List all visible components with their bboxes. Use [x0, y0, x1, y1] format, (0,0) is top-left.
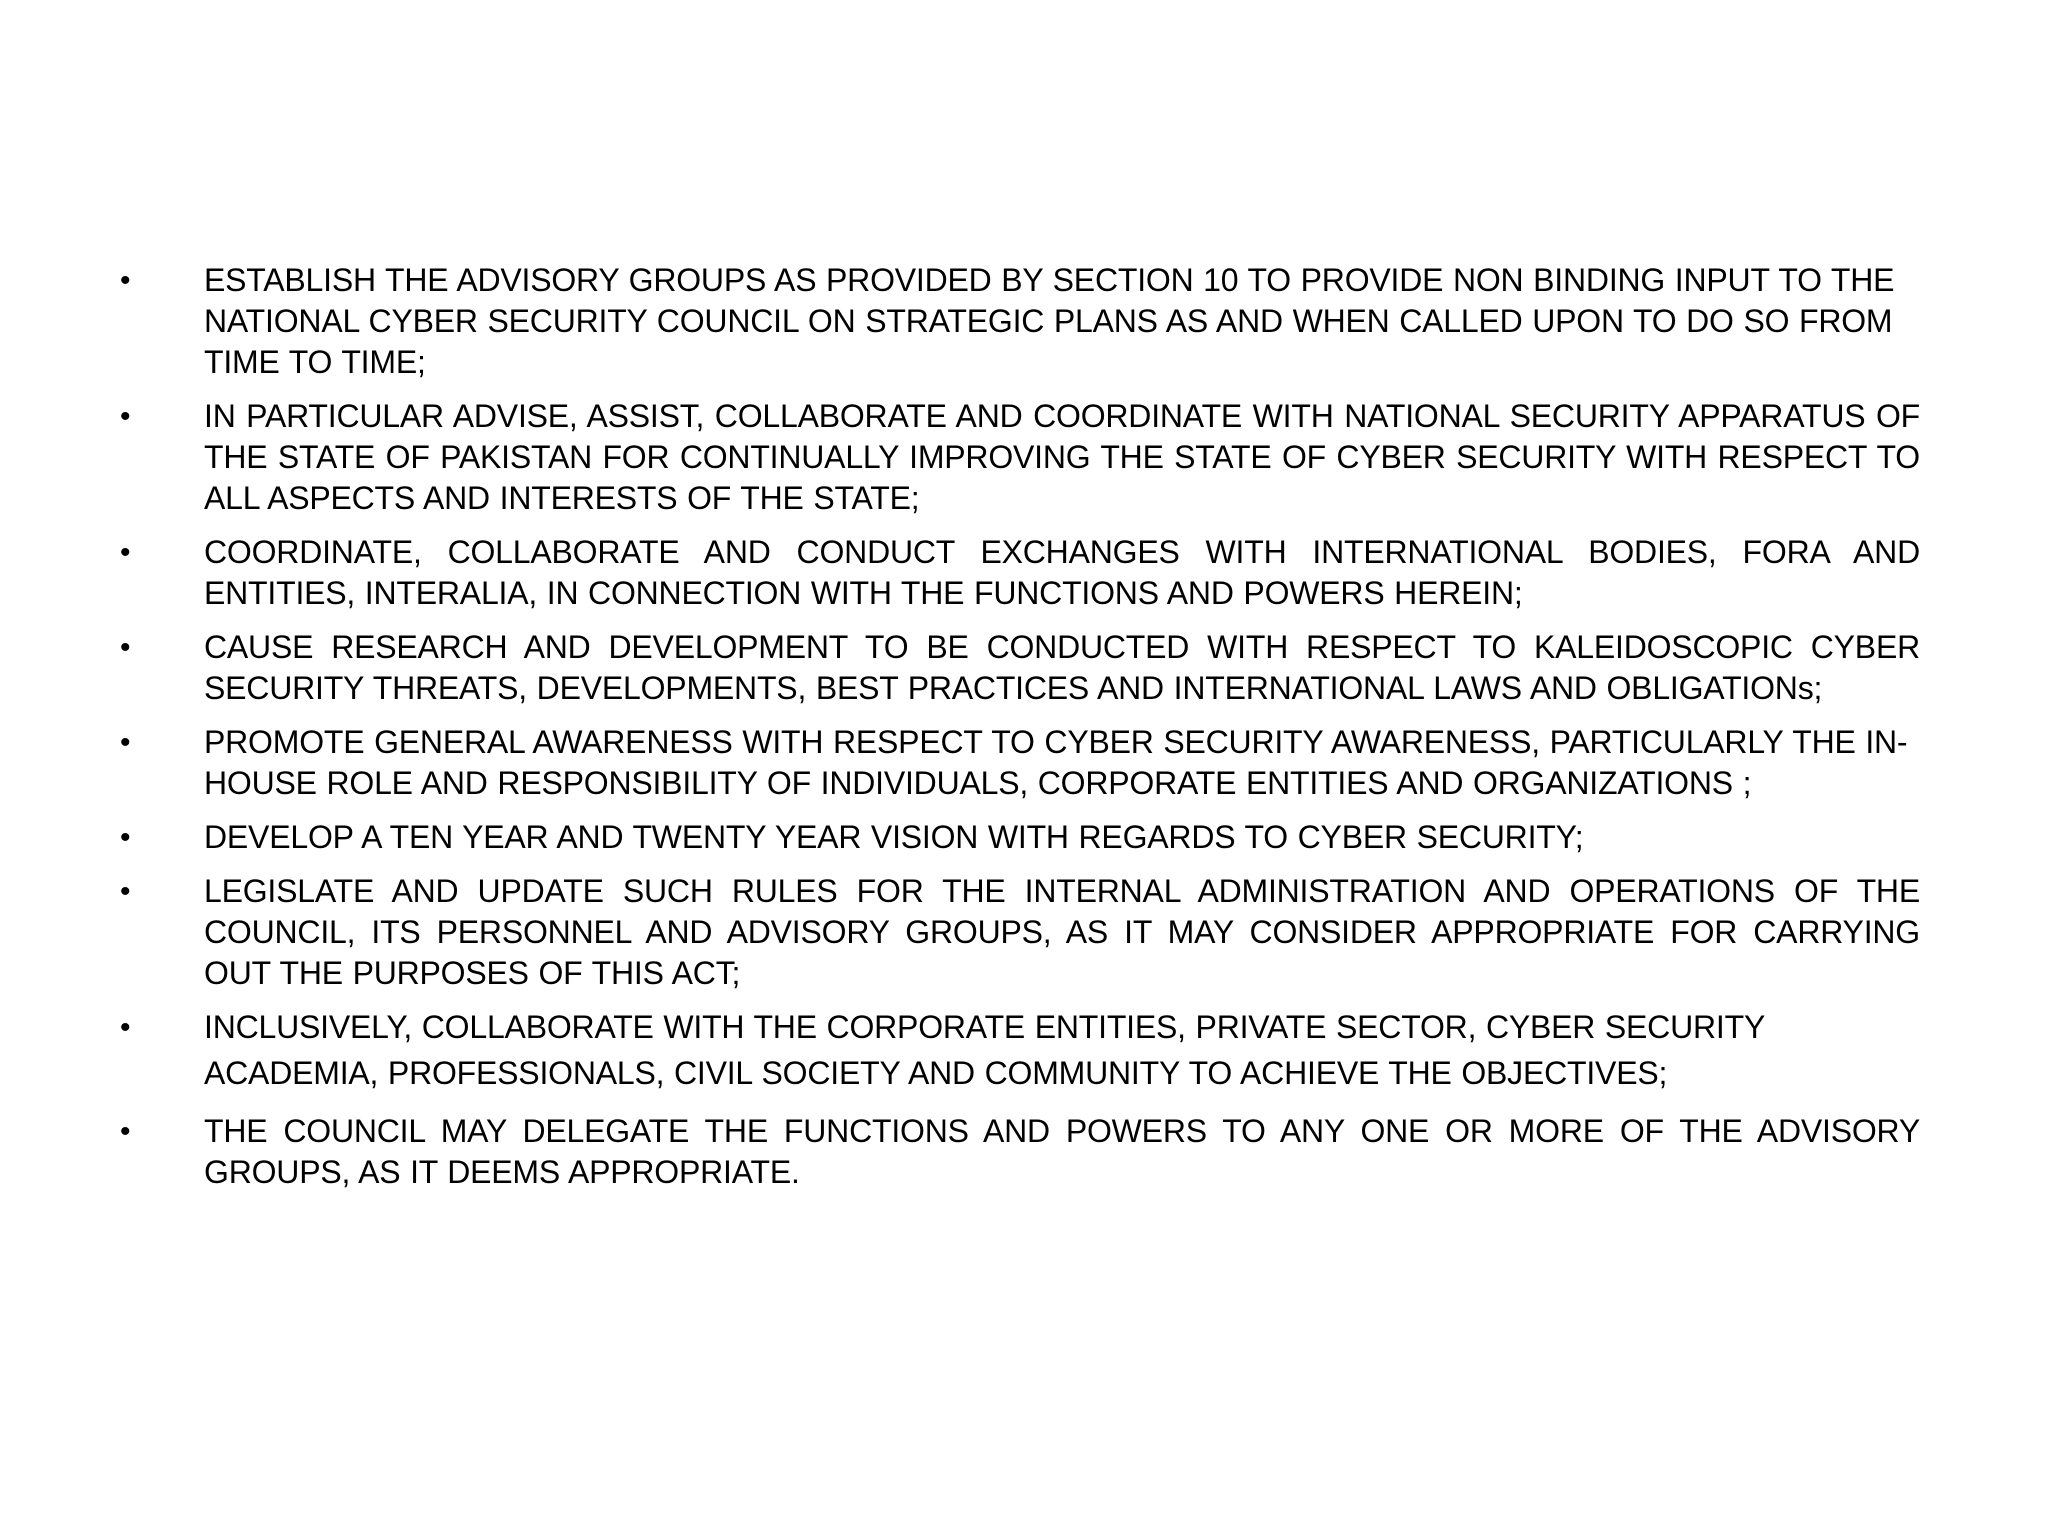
bullet-icon: • — [120, 264, 131, 297]
list-item — [120, 817, 1920, 858]
bullet-icon: • — [120, 821, 131, 854]
list-item-text: IN PARTICULAR ADVISE, ASSIST, COLLABORATE AND COORDINATE WITH NATIONAL SECURITY APPARATUS OF THE STATE OF PAKISTAN FOR CONTINUALLY IMPROVING THE STATE OF CYBER SECURITY WITH RESPECT TO ALL ASPECTS AND INTERESTS OF THE STATE; — [204, 398, 1920, 516]
bullet-icon: • — [120, 400, 131, 433]
bullet-icon: • — [120, 1115, 131, 1148]
list-item — [120, 627, 1920, 709]
list-item — [120, 532, 1920, 614]
list-item-text: COORDINATE, COLLABORATE AND CONDUCT EXCHANGES WITH INTERNATIONAL BODIES, FORA AND ENTITIES, INTERALIA, IN CONNECTION WITH THE FUNCTIONS AND POWERS HEREIN; — [204, 534, 1920, 611]
list-item-text: PROMOTE GENERAL AWARENESS WITH RESPECT TO CYBER SECURITY AWARENESS, PARTICULARLY THE IN-HOUSE ROLE AND RESPONSIBILITY OF INDIVIDUALS, CORPORATE ENTITIES AND ORGANIZATIONS ; — [204, 724, 1908, 801]
bullet-icon: • — [120, 536, 131, 569]
list-item-text-line-2: ACADEMIA, PROFESSIONALS, CIVIL SOCIETY AND COMMUNITY TO ACHIEVE THE OBJECTIVES; — [204, 1055, 1668, 1091]
bullet-icon: • — [120, 631, 131, 664]
bullet-icon: • — [120, 1011, 131, 1044]
list-item — [120, 396, 1920, 519]
list-item-text: LEGISLATE AND UPDATE SUCH RULES FOR THE INTERNAL ADMINISTRATION AND OPERATIONS OF THE COUNCIL, ITS PERSONNEL AND ADVISORY GROUPS, AS IT MAY CONSIDER APPROPRIATE FOR CARRYING OUT THE PURPOSES OF THIS ACT; — [204, 873, 1920, 991]
list-item — [120, 260, 1920, 383]
list-item — [120, 722, 1920, 804]
list-item — [120, 871, 1920, 994]
list-item-text: DEVELOP A TEN YEAR AND TWENTY YEAR VISION WITH REGARDS TO CYBER SECURITY; — [204, 819, 1584, 855]
list-item-text — [204, 1007, 1920, 1098]
list-item-text: ESTABLISH THE ADVISORY GROUPS AS PROVIDED BY SECTION 10 TO PROVIDE NON BINDING INPUT TO THE NATIONAL CYBER SECURITY COUNCIL ON STRATEGIC PLANS AS AND WHEN CALLED UPON TO DO SO FROM TIME TO TIME; — [204, 262, 1895, 380]
list-item-text: CAUSE RESEARCH AND DEVELOPMENT TO BE CONDUCTED WITH RESPECT TO KALEIDOSCOPIC CYBER SECURITY THREATS, DEVELOPMENTS, BEST PRACTICES AND INTERNATIONAL LAWS AND OBLIGATIONs; — [204, 629, 1920, 706]
list-item — [120, 1111, 1920, 1193]
bullet-icon: • — [120, 726, 131, 759]
bullet-icon: • — [120, 875, 131, 908]
list-item — [120, 1007, 1920, 1098]
list-item-text: THE COUNCIL MAY DELEGATE THE FUNCTIONS AND POWERS TO ANY ONE OR MORE OF THE ADVISORY GROUPS, AS IT DEEMS APPROPRIATE. — [204, 1113, 1920, 1190]
bullet-list — [120, 260, 1920, 1206]
list-item-text-line-1: INCLUSIVELY, COLLABORATE WITH THE CORPORATE ENTITIES, PRIVATE SECTOR, CYBER SECURITY — [204, 1009, 1766, 1045]
